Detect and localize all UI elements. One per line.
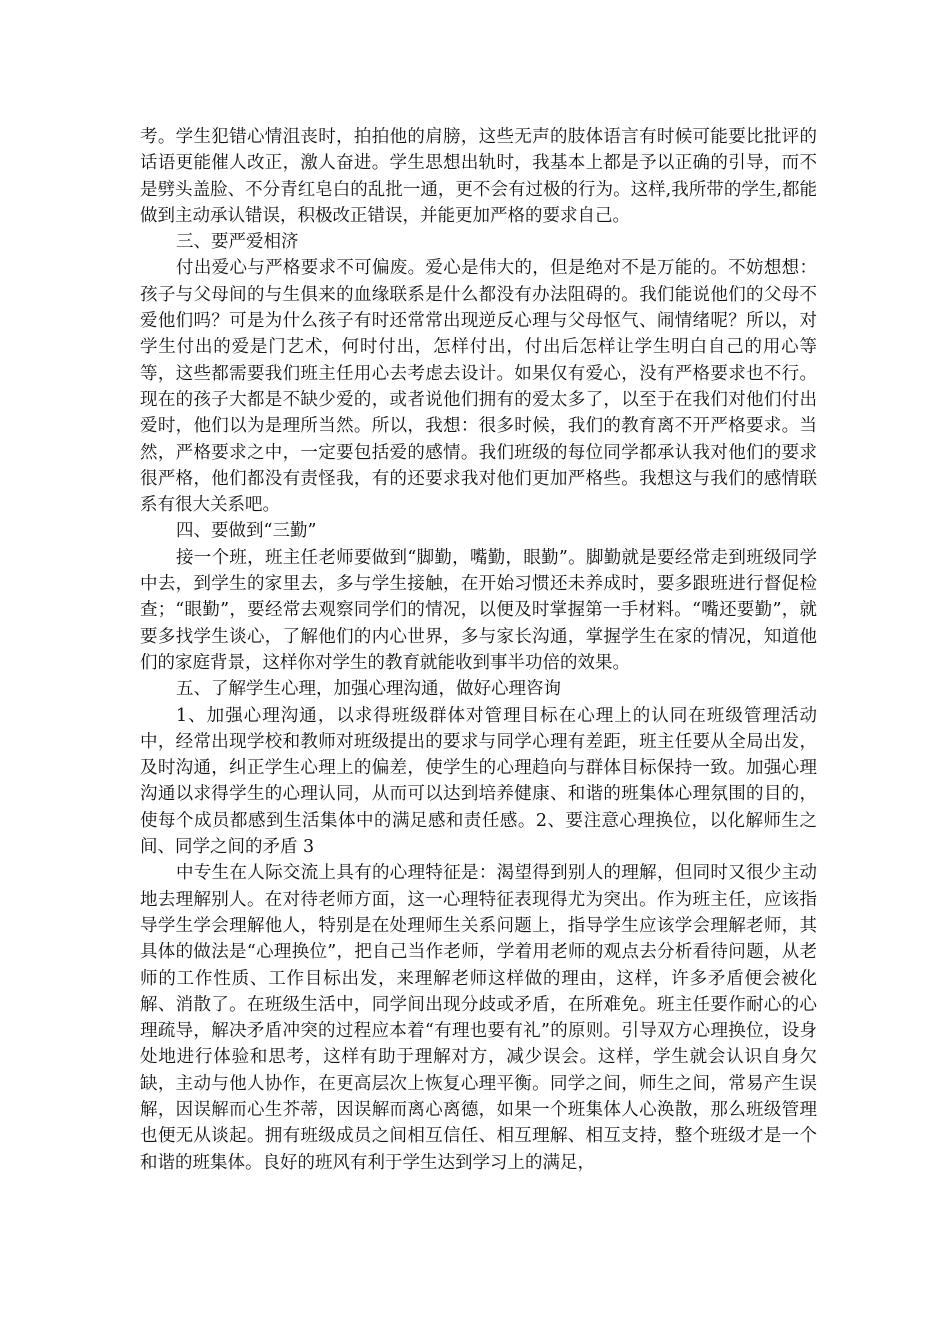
document-page [140, 124, 817, 1176]
section-heading-3: 三、要严爱相济 [176, 232, 299, 253]
paragraph-love-and-strictness: 付出爱心与严格要求不可偏废。爱心是伟大的，但是绝对不是万能的。不妨想想：孩子与父母间的与生俱来的血缘联系是什么都没有办法阻碍的。我们能说他们的父母不爱他们吗？可是为什么孩子有时还常常出现逆反心理与父母怄气、闹情绪呢？所以，对学生付出的爱是门艺术，何时付出，怎样付出，付出后怎样让学生明白自己的用心等等，这些都需要我们班主任用心去考虑去设计。如果仅有爱心，没有严格要求也不行。现在的孩子大都是不缺少爱的，或者说他们拥有的爱太多了，以至于在我们对他们付出爱时，他们以为是理所当然。所以，我想：很多时候，我们的教育离不开严格要求。当然，严格要求之中，一定要包括爱的感情。我们班级的每位同学都承认我对他们的要求很严格，他们都没有责怪我，有的还要求我对他们更加严格些。我想这与我们的感情联系有很大关系吧。 [140, 258, 817, 516]
paragraph-intro: 考。学生犯错心情沮丧时，拍拍他的肩膀，这些无声的肢体语言有时候可能要比批评的话语更能催人改正，激人奋进。学生思想出轨时，我基本上都是予以正确的引导，而不是劈头盖脸、不分青红皂白的乱批一通，更不会有过极的行为。这样,我所带的学生,都能做到主动承认错误，积极改正错误，并能更加严格的要求自己。 [140, 127, 817, 226]
section-heading-5: 五、了解学生心理，加强心理沟通，做好心理咨询 [176, 679, 561, 700]
paragraph-psychological-communication: 1、加强心理沟通，以求得班级群体对管理目标在心理上的认同在班级管理活动中，经常出现学校和教师对班级提出的要求与同学心理有差距，班主任要从全局出发，及时沟通，纠正学生心理上的偏差，使学生的心理趋向与群体目标保持一致。加强心理沟通以求得学生的心理认同，从而可以达到培养健康、和谐的班集体心理氛围的目的，使每个成员都感到生活集体中的满足感和责任感。2、要注意心理换位，以化解师生之间、同学之间的矛盾 3 [140, 705, 817, 858]
section-heading-4: 四、要做到“三勤” [176, 521, 317, 542]
paragraph-three-diligences: 接一个班，班主任老师要做到“脚勤，嘴勤，眼勤”。脚勤就是要经常走到班级同学中去，到学生的家里去，多与学生接触，在开始习惯还未养成时，要多跟班进行督促检查；“眼勤”，要经常去观察同学们的情况，以便及时掌握第一手材料。“嘴还要勤”，就要多找学生谈心，了解他们的内心世界，多与家长沟通，掌握学生在家的情况，知道他们的家庭背景，这样你对学生的教育就能收到事半功倍的效果。 [140, 547, 817, 673]
paragraph-psychological-empathy: 中专生在人际交流上具有的心理特征是：渴望得到别人的理解，但同时又很少主动地去理解别人。在对待老师方面，这一心理特征表现得尤为突出。作为班主任，应该指导学生学会理解他人，特别是在处理师生关系问题上，指导学生应该学会理解老师，其具体的做法是“心理换位”，把自己当作老师，学着用老师的观点去分析看待问题，从老师的工作性质、工作目标出发，来理解老师这样做的理由，这样，许多矛盾便会被化解、消散了。在班级生活中，同学间出现分歧或矛盾，在所难免。班主任要作耐心的心理疏导，解决矛盾冲突的过程应本着“有理也要有礼”的原则。引导双方心理换位，设身处地进行体验和思考，这样有助于理解对方，减少误会。这样，学生就会认识自身欠缺，主动与他人协作，在更高层次上恢复心理平衡。同学之间，师生之间，常易产生误解，因误解而心生芥蒂，因误解而离心离德，如果一个班集体人心涣散，那么班级管理也便无从谈起。拥有班级成员之间相互信任、相互理解、相互支持，整个班级才是一个和谐的班集体。良好的班风有利于学生达到学习上的满足， [140, 863, 817, 1173]
